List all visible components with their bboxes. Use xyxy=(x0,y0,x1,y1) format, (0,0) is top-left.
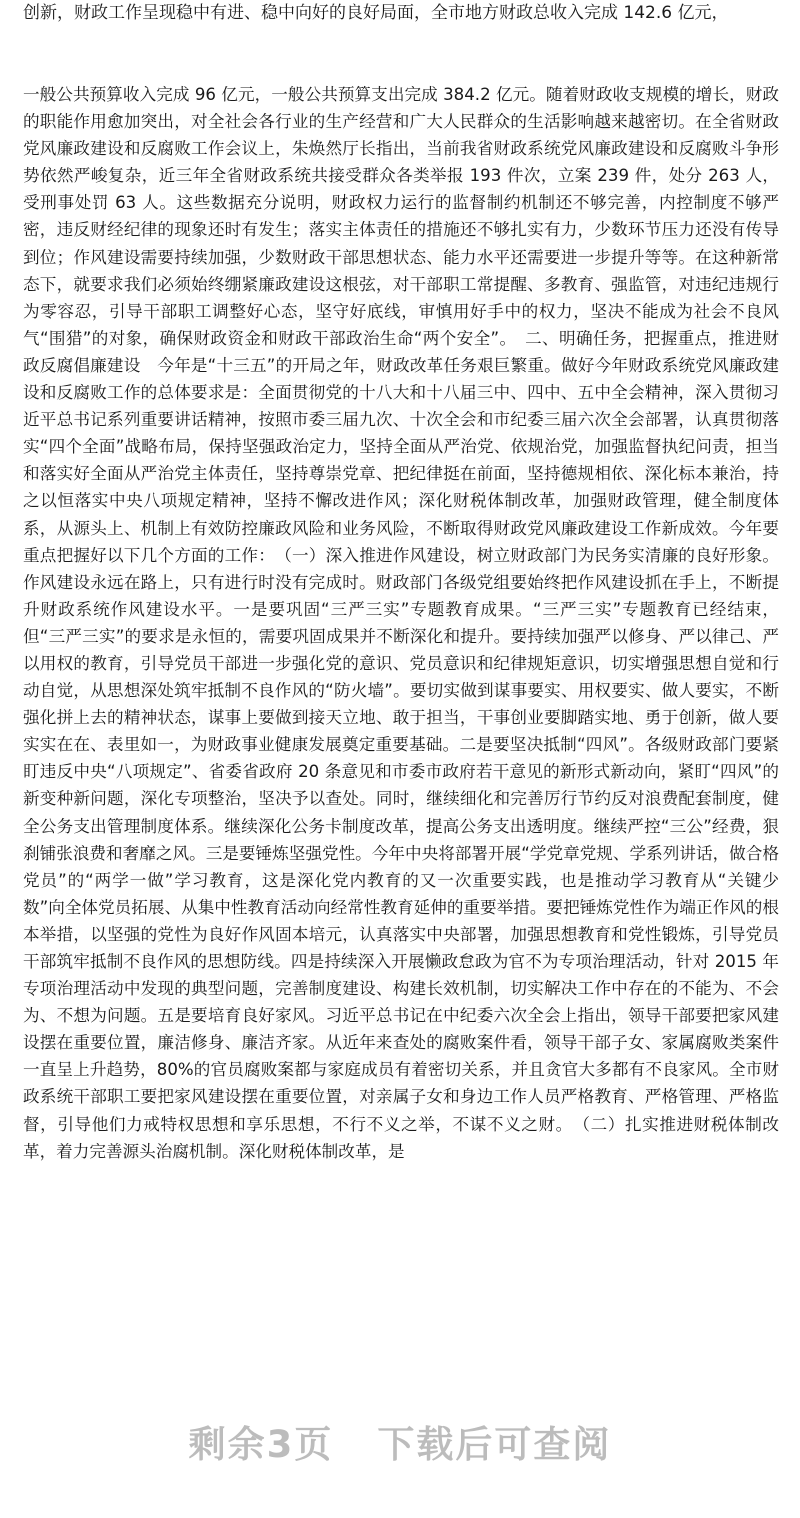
remaining-pages-label: 剩余3页 xyxy=(188,1423,334,1466)
top-text-line: 创新，财政工作呈现稳中有进、稳中向好的良好局面，全市地方财政总收入完成 142.6 亿元， xyxy=(23,3,729,23)
remaining-pages-banner[interactable] xyxy=(0,1410,800,1480)
main-paragraph: 一般公共预算收入完成 96 亿元，一般公共预算支出完成 384.2 亿元。随着财政收支规模的增长，财政的职能作用愈加突出，对全社会各行业的生产经营和广大人民群众的生活影响越来越密切。在全省财政党风廉政建设和反腐败工作会议上，朱焕然厅长指出，当前我省财政系统党风廉政建设和反腐败斗争形势依然严峻复杂，近三年全省财政系统共接受群众各类举报 193 件次，立案 239 件，处分 263 人，受刑事处罚 63 人。这些数据充分说明，财政权力运行的监督制约机制还不够完善，内控制度不够严密，违反财经纪律的现象还时有发生；落实主体责任的措施还不够扎实有力，少数环节压力还没有传导到位；作风建设需要持续加强，少数财政干部思想状态、能力水平还需要进一步提升等等。在这种新常态下，就要求我们必须始终绷紧廉政建设这根弦，对干部职工常提醒、多教育、强监管，对违纪违规行为零容忍，引导干部职工调整好心态，坚守好底线，审慎用好手中的权力，坚决不能成为社会不良风气“围猎”的对象，确保财政资金和财政干部政治生命“两个安全”。 二、明确任务，把握重点，推进财政反腐倡廉建设 今年是“十三五”的开局之年，财政改革任务艰巨繁重。做好今年财政系统党风廉政建设和反腐败工作的总体要求是：全面贯彻党的十八大和十八届三中、四中、五中全会精神，深入贯彻习近平总书记系列重要讲话精神，按照市委三届九次、十次全会和市纪委三届六次全会部署，认真贯彻落实“四个全面”战略布局，保持坚强政治定力，坚持全面从严治党、依规治党，加强监督执纪问责，担当和落实好全面从严治党主体责任，坚持尊崇党章、把纪律挺在前面，坚持德规相依、深化标本兼治，持之以恒落实中央八项规定精神，坚持不懈改进作风；深化财税体制改革，加强财政管理，健全制度体系，从源头上、机制上有效防控廉政风险和业务风险，不断取得财政党风廉政建设工作新成效。今年要重点把握好以下几个方面的工作： （一）深入推进作风建设，树立财政部门为民务实清廉的良好形象。作风建设永远在路上，只有进行时没有完成时。财政部门各级党组要始终把作风建设抓在手上，不断提升财政系统作风建设水平。一是要巩固“三严三实”专题教育成果。“三严三实”专题教育已经结束，但“三严三实”的要求是永恒的，需要巩固成果并不断深化和提升。要持续加强严以修身、严以律己、严以用权的教育，引导党员干部进一步强化党的意识、党员意识和纪律规矩意识，切实增强思想自觉和行动自觉，从思想深处筑牢抵制不良作风的“防火墙”。要切实做到谋事要实、用权要实、做人要实，不断强化拼上去的精神状态，谋事上要做到接天立地、敢于担当，干事创业要脚踏实地、勇于创新，做人要实实在在、表里如一，为财政事业健康发展奠定重要基础。二是要坚决抵制“四风”。各级财政部门要紧盯违反中央“八项规定”、省委省政府 20 条意见和市委市政府若干意见的新形式新动向，紧盯“四风”的新变种新问题，深化专项整治，坚决予以查处。同时，继续细化和完善厉行节约反对浪费配套制度，健全公务支出管理制度体系。继续深化公务卡制度改革，提高公务支出透明度。继续严控“三公”经费，狠刹铺张浪费和奢靡之风。三是要锤炼坚强党性。今年中央将部署开展“学党章党规、学系列讲话，做合格党员”的“两学一做”学习教育，这是深化党内教育的又一次重要实践，也是推动学习教育从“关键少数”向全体党员拓展、从集中性教育活动向经常性教育延伸的重要举措。要把锤炼党性作为端正作风的根本举措，以坚强的党性为良好作风固本培元，认真落实中央部署，加强思想教育和党性锻炼，引导党员干部筑牢抵制不良作风的思想防线。四是持续深入开展懒政怠政为官不为专项治理活动，针对 2015 年专项治理活动中发现的典型问题，完善制度建设、构建长效机制，切实解决工作中存在的不能为、不会为、不想为问题。五是要培育良好家风。习近平总书记在中纪委六次全会上指出，领导干部要把家风建设摆在重要位置，廉洁修身、廉洁齐家。从近年来查处的腐败案件看，领导干部子女、家属腐败类案件一直呈上升趋势，80%的官员腐败案都与家庭成员有着密切关系，并且贪官大多都有不良家风。全市财政系统干部职工要把家风建设摆在重要位置，对亲属子女和身边工作人员严格教育、严格管理、严格监督，引导他们力戒特权思想和享乐思想，不行不义之举，不谋不义之财。 （二）扎实推进财税体制改革，着力完善源头治腐机制。深化财税体制改革，是 xyxy=(23,85,779,1161)
download-to-read-label: 下载后可查阅 xyxy=(377,1423,612,1466)
